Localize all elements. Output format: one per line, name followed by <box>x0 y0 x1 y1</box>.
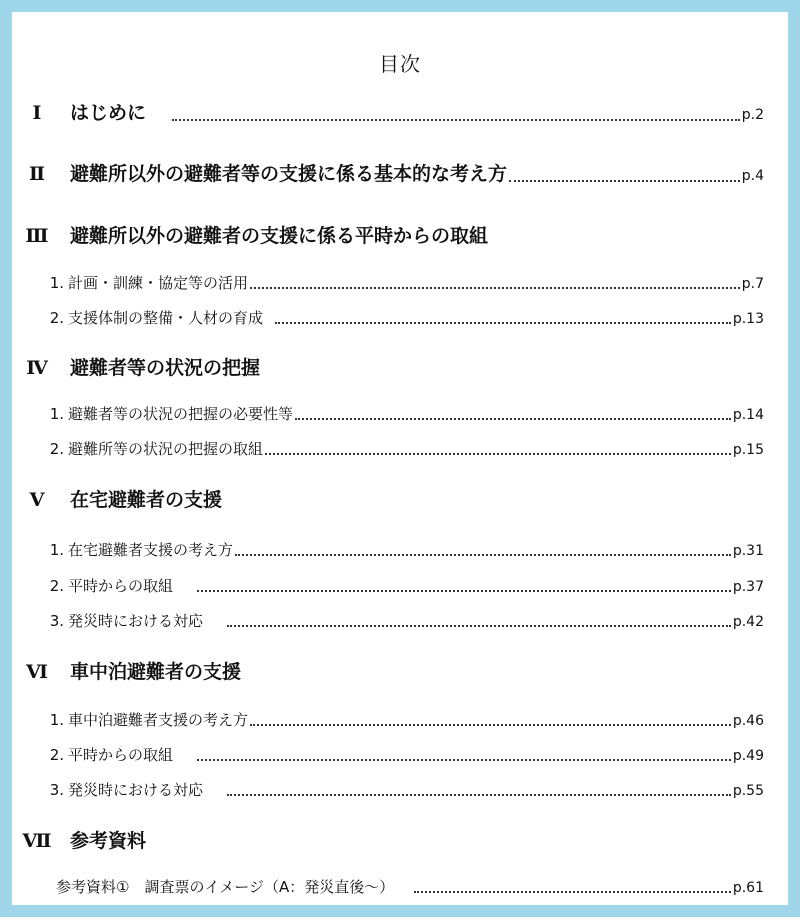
page-number: p.42 <box>732 614 764 630</box>
section-title: 車中泊避難者の支援 <box>70 661 242 683</box>
dot-leader <box>197 759 731 761</box>
dot-leader <box>250 724 731 726</box>
toc-item[interactable] <box>34 403 764 424</box>
toc-section-7 <box>12 826 146 853</box>
dot-leader <box>172 119 740 121</box>
toc-section-3 <box>12 221 488 248</box>
toc-item[interactable] <box>34 438 764 459</box>
item-title: 計画・訓練・協定等の活用 <box>68 274 249 292</box>
item-title: 平時からの取組 <box>68 746 174 764</box>
section-numeral: Ⅴ <box>29 489 45 511</box>
toc-section-6 <box>12 657 241 684</box>
section-numeral: Ⅱ <box>28 163 45 185</box>
item-number: 2. <box>49 309 64 327</box>
page-number: p.13 <box>732 311 764 327</box>
section-numeral: Ⅵ <box>26 661 48 683</box>
toc-item[interactable] <box>34 575 764 596</box>
item-number: 1. <box>49 711 64 729</box>
toc-item[interactable] <box>56 876 764 897</box>
dot-leader <box>250 287 740 289</box>
section-numeral: Ⅲ <box>25 225 49 247</box>
toc-section-4 <box>12 353 260 380</box>
toc-item[interactable] <box>34 307 764 328</box>
dot-leader <box>265 453 731 455</box>
dot-leader <box>275 322 731 324</box>
item-number: 3. <box>49 612 64 630</box>
page-number: p.37 <box>732 579 764 595</box>
item-title: 平時からの取組 <box>68 577 174 595</box>
item-title: 避難所等の状況の把握の取組 <box>68 440 264 458</box>
dot-leader <box>227 625 731 627</box>
page-number: p.7 <box>741 276 764 292</box>
item-number: 2. <box>49 440 64 458</box>
dot-leader <box>414 891 731 893</box>
page-number: p.46 <box>732 713 764 729</box>
toc-item[interactable] <box>34 744 764 765</box>
section-numeral: Ⅶ <box>22 830 52 852</box>
item-number: 1. <box>49 405 64 423</box>
page-number: p.14 <box>732 407 764 423</box>
toc-section-1[interactable] <box>12 98 764 125</box>
item-number: 1. <box>49 541 64 559</box>
item-title: 発災時における対応 <box>68 781 204 799</box>
item-title: 発災時における対応 <box>68 612 204 630</box>
toc-item[interactable] <box>34 539 764 560</box>
page-number: p.4 <box>741 168 764 184</box>
page-title: 目次 <box>379 52 421 76</box>
section-title: 避難所以外の避難者等の支援に係る基本的な考え方 <box>70 163 508 185</box>
item-number: 3. <box>49 781 64 799</box>
item-title: 支援体制の整備・人材の育成 <box>68 309 264 327</box>
page-number: p.31 <box>732 543 764 559</box>
page-number: p.55 <box>732 783 764 799</box>
dot-leader <box>295 418 731 420</box>
section-title: 避難所以外の避難者の支援に係る平時からの取組 <box>70 225 489 247</box>
toc-item[interactable] <box>34 272 764 293</box>
toc-section-2[interactable] <box>12 159 764 186</box>
section-numeral: Ⅰ <box>32 102 42 124</box>
section-title: 在宅避難者の支援 <box>70 489 223 511</box>
toc-page <box>12 12 788 905</box>
item-title: 在宅避難者支援の考え方 <box>68 541 234 559</box>
toc-section-5 <box>12 485 222 512</box>
dot-leader <box>509 180 740 182</box>
page-number: p.61 <box>732 880 764 896</box>
item-title: 参考資料① 調査票のイメージ（A：発災直後～） <box>56 878 395 896</box>
section-title: 避難者等の状況の把握 <box>70 357 261 379</box>
section-title: はじめに <box>70 102 147 124</box>
item-title: 避難者等の状況の把握の必要性等 <box>68 405 294 423</box>
dot-leader <box>197 590 731 592</box>
page-number: p.49 <box>732 748 764 764</box>
item-number: 2. <box>49 577 64 595</box>
item-number: 2. <box>49 746 64 764</box>
section-numeral: Ⅳ <box>26 357 48 379</box>
item-number: 1. <box>49 274 64 292</box>
toc-item[interactable] <box>34 779 764 800</box>
toc-item[interactable] <box>34 610 764 631</box>
page-number: p.15 <box>732 442 764 458</box>
section-title: 参考資料 <box>70 830 147 852</box>
dot-leader <box>227 794 731 796</box>
item-title: 車中泊避難者支援の考え方 <box>68 711 249 729</box>
dot-leader <box>235 554 731 556</box>
toc-item[interactable] <box>34 709 764 730</box>
page-number: p.2 <box>741 107 764 123</box>
